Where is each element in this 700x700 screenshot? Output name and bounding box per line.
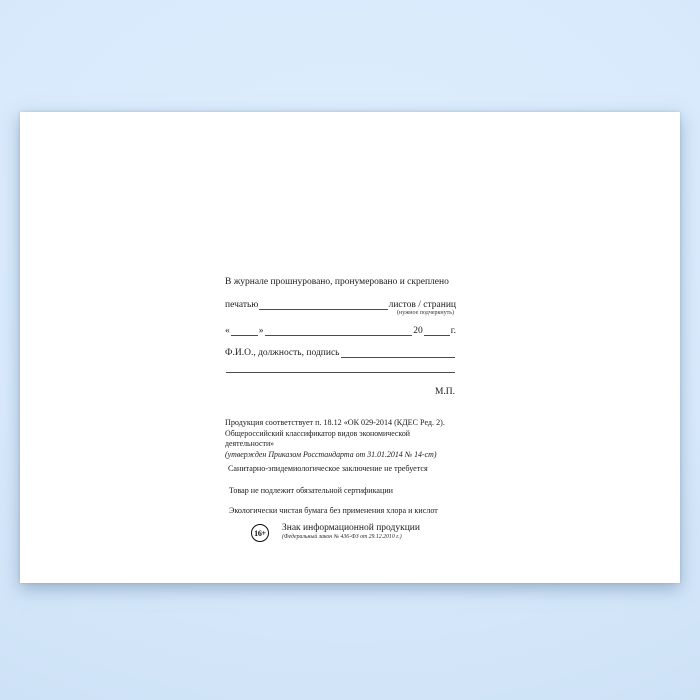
statement-ecology: Экологически чистая бумага без применения хлора и кислот — [229, 506, 438, 515]
quote-open: « — [225, 326, 230, 336]
age-rating-16-badge: 16+ — [251, 524, 269, 542]
underline-note: (нужное подчеркнуть) — [397, 310, 454, 316]
compliance-line-1: Продукция соответствует п. 18.12 «ОК 029-2014 (КДЕС Ред. 2). — [225, 418, 445, 427]
compliance-paragraph — [225, 418, 456, 460]
sheets-pages-label: листов / страниц — [388, 300, 456, 310]
date-line — [225, 324, 456, 337]
stamp-place-abbr: М.П. — [434, 387, 455, 397]
seal-label: печатью — [225, 300, 259, 310]
signature-blank-line-2 — [226, 371, 455, 373]
signature-label: Ф.И.О., должность, подпись — [225, 348, 340, 358]
information-product-mark — [225, 523, 456, 542]
signature-line — [225, 346, 456, 359]
month-blank-line — [265, 334, 413, 336]
journal-back-page — [20, 112, 680, 583]
quote-close: » — [258, 326, 264, 336]
binding-heading: В журнале прошнуровано, пронумеровано и скреплено — [225, 277, 449, 287]
statement-certification: Товар не подлежит обязательной сертификации — [229, 486, 394, 495]
info-mark-title: Знак информационной продукции — [282, 523, 420, 533]
year-prefix: 20 — [413, 326, 423, 336]
binding-certification-block — [225, 112, 456, 583]
year-suffix: г. — [450, 326, 456, 336]
year-blank-line — [424, 334, 450, 336]
signature-second-line — [225, 361, 456, 374]
compliance-line-3: (утвержден Приказом Росстандарта от 31.01.2014 № 14-ст) — [225, 449, 437, 459]
signature-blank-line — [341, 356, 456, 358]
compliance-line-2: Общероссийский классификатор видов экономической деятельности» — [225, 428, 411, 448]
info-mark-text — [282, 523, 420, 541]
statement-sanitary: Санитарно-эпидемиологическое заключение не требуется — [228, 464, 428, 473]
day-blank-line — [231, 334, 258, 336]
info-mark-law: (Федеральный закон № 436-ФЗ от 29.12.2010 г.) — [282, 534, 402, 540]
